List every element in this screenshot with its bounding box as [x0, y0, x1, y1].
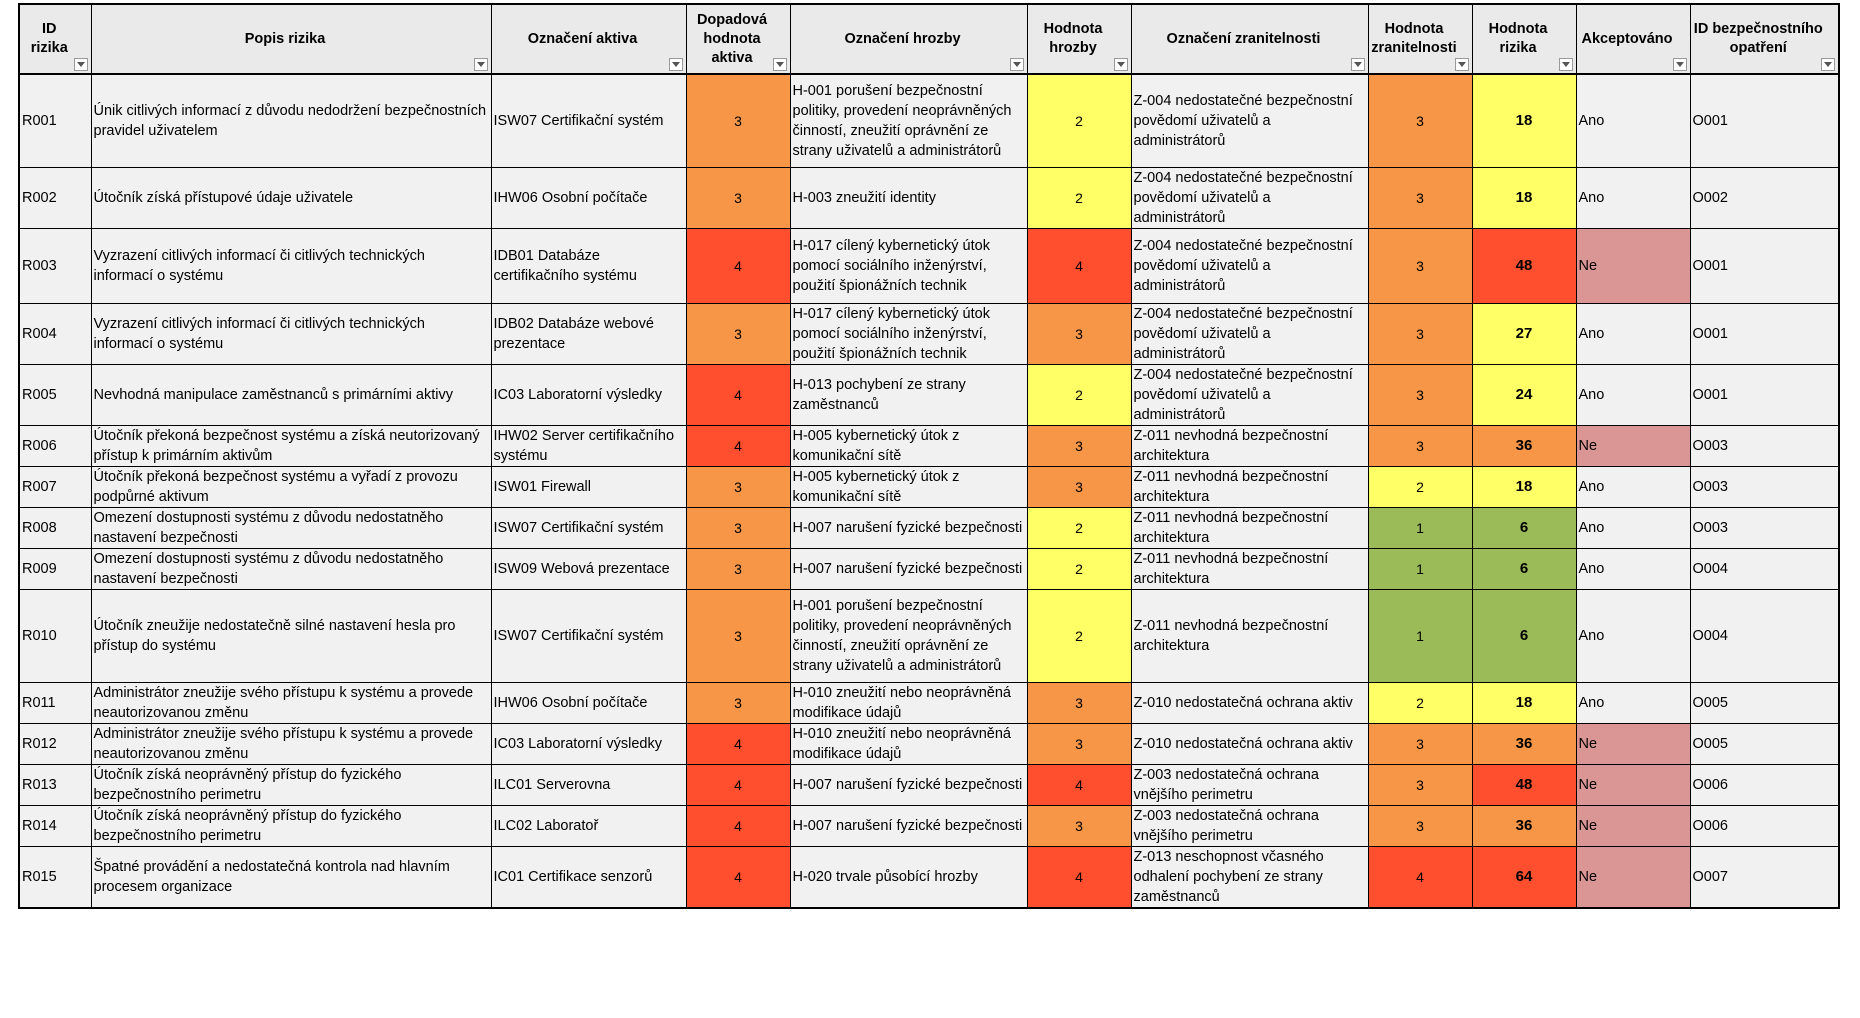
- table-row: [19, 682, 1839, 723]
- column-header-label: Označení zranitelnosti: [1166, 30, 1321, 47]
- cell-oznaceni-aktiva[interactable]: ISW07 Certifikační systém: [491, 589, 686, 682]
- cell-akceptovano[interactable]: Ano: [1576, 548, 1690, 589]
- cell-oznaceni-zranitelnosti[interactable]: Z-011 nevhodná bezpečnostní architektura: [1131, 589, 1368, 682]
- cell-oznaceni-hrozby[interactable]: H-001 porušení bezpečnostní politiky, provedení neoprávněných činností, zneužití oprávnění ze strany uživatelů a administrátorů: [790, 74, 1027, 167]
- cell-id-rizika[interactable]: R002: [19, 167, 91, 228]
- cell-dopadova-hodnota[interactable]: 4: [686, 846, 790, 908]
- cell-id-rizika[interactable]: R001: [19, 74, 91, 167]
- cell-oznaceni-aktiva[interactable]: IDB02 Databáze webové prezentace: [491, 303, 686, 364]
- cell-popis-rizika[interactable]: Špatné provádění a nedostatečná kontrola nad hlavním procesem organizace: [91, 846, 491, 908]
- cell-akceptovano[interactable]: Ano: [1576, 303, 1690, 364]
- cell-oznaceni-aktiva[interactable]: IC03 Laboratorní výsledky: [491, 723, 686, 764]
- cell-oznaceni-hrozby[interactable]: H-005 kybernetický útok z komunikační sítě: [790, 425, 1027, 466]
- dropdown-arrow-icon: [1458, 62, 1466, 67]
- cell-akceptovano[interactable]: Ano: [1576, 466, 1690, 507]
- cell-hodnota-rizika[interactable]: 36: [1472, 723, 1576, 764]
- column-header-akceptovano: [1576, 4, 1690, 74]
- table-row: [19, 764, 1839, 805]
- cell-hodnota-rizika[interactable]: 18: [1472, 74, 1576, 167]
- column-header-label: Označení aktiva: [527, 30, 638, 47]
- cell-hodnota-zranitelnosti[interactable]: 3: [1368, 74, 1472, 167]
- cell-akceptovano[interactable]: Ano: [1576, 167, 1690, 228]
- cell-hodnota-rizika[interactable]: 48: [1472, 764, 1576, 805]
- cell-id-rizika[interactable]: R005: [19, 364, 91, 425]
- cell-hodnota-zranitelnosti[interactable]: 3: [1368, 805, 1472, 846]
- table-row: [19, 723, 1839, 764]
- cell-akceptovano[interactable]: Ano: [1576, 507, 1690, 548]
- cell-popis-rizika[interactable]: Útočník zneužije nedostatečně silné nastavení hesla pro přístup do systému: [91, 589, 491, 682]
- cell-id-rizika[interactable]: R006: [19, 425, 91, 466]
- cell-oznaceni-hrozby[interactable]: H-007 narušení fyzické bezpečnosti: [790, 507, 1027, 548]
- table-row: [19, 364, 1839, 425]
- cell-oznaceni-hrozby[interactable]: H-017 cílený kybernetický útok pomocí sociálního inženýrství, použití špionážních technik: [790, 228, 1027, 303]
- cell-hodnota-hrozby[interactable]: 2: [1027, 589, 1131, 682]
- dropdown-arrow-icon: [1562, 62, 1570, 67]
- cell-hodnota-hrozby[interactable]: 4: [1027, 228, 1131, 303]
- column-header-oznaceni-hrozby: [790, 4, 1027, 74]
- cell-hodnota-rizika[interactable]: 36: [1472, 805, 1576, 846]
- cell-id-rizika[interactable]: R014: [19, 805, 91, 846]
- dropdown-arrow-icon: [672, 62, 680, 67]
- cell-hodnota-rizika[interactable]: 24: [1472, 364, 1576, 425]
- table-row: [19, 228, 1839, 303]
- cell-popis-rizika[interactable]: Administrátor zneužije svého přístupu k systému a provede neautorizovanou změnu: [91, 682, 491, 723]
- cell-id-opatreni[interactable]: O001: [1690, 364, 1839, 425]
- dropdown-arrow-icon: [776, 62, 784, 67]
- cell-hodnota-rizika[interactable]: 64: [1472, 846, 1576, 908]
- cell-dopadova-hodnota[interactable]: 4: [686, 805, 790, 846]
- table-row: [19, 548, 1839, 589]
- table-row: [19, 425, 1839, 466]
- cell-id-opatreni[interactable]: O001: [1690, 228, 1839, 303]
- cell-hodnota-hrozby[interactable]: 2: [1027, 507, 1131, 548]
- column-header-label: Dopadová hodnota aktiva: [696, 11, 768, 66]
- column-header-label: Popis rizika: [244, 30, 326, 47]
- cell-hodnota-zranitelnosti[interactable]: 3: [1368, 764, 1472, 805]
- column-header-label: ID bezpečnostního opatření: [1693, 21, 1823, 56]
- header-row: [19, 4, 1839, 74]
- filter-dropdown-button[interactable]: [474, 58, 488, 71]
- cell-hodnota-zranitelnosti[interactable]: 2: [1368, 466, 1472, 507]
- cell-oznaceni-hrozby[interactable]: H-010 zneužití nebo neoprávněná modifikace údajů: [790, 723, 1027, 764]
- cell-akceptovano[interactable]: Ne: [1576, 846, 1690, 908]
- cell-id-opatreni[interactable]: O004: [1690, 589, 1839, 682]
- cell-oznaceni-zranitelnosti[interactable]: Z-010 nedostatečná ochrana aktiv: [1131, 723, 1368, 764]
- cell-oznaceni-aktiva[interactable]: ISW09 Webová prezentace: [491, 548, 686, 589]
- cell-oznaceni-hrozby[interactable]: H-007 narušení fyzické bezpečnosti: [790, 548, 1027, 589]
- column-header-dopadova-hodnota: [686, 4, 790, 74]
- dropdown-arrow-icon: [1824, 62, 1832, 67]
- cell-oznaceni-aktiva[interactable]: IC01 Certifikace senzorů: [491, 846, 686, 908]
- cell-akceptovano[interactable]: Ne: [1576, 425, 1690, 466]
- column-header-hodnota-zranitelnosti: [1368, 4, 1472, 74]
- cell-akceptovano[interactable]: Ne: [1576, 228, 1690, 303]
- filter-dropdown-button[interactable]: [1010, 58, 1024, 71]
- cell-oznaceni-aktiva[interactable]: IHW06 Osobní počítače: [491, 682, 686, 723]
- cell-id-opatreni[interactable]: O004: [1690, 548, 1839, 589]
- cell-oznaceni-zranitelnosti[interactable]: Z-013 neschopnost včasného odhalení pochybení ze strany zaměstnanců: [1131, 846, 1368, 908]
- cell-id-rizika[interactable]: R015: [19, 846, 91, 908]
- cell-id-opatreni[interactable]: O005: [1690, 723, 1839, 764]
- column-header-oznaceni-zranitelnosti: [1131, 4, 1368, 74]
- cell-id-rizika[interactable]: R008: [19, 507, 91, 548]
- column-header-popis-rizika: [91, 4, 491, 74]
- cell-hodnota-hrozby[interactable]: 3: [1027, 805, 1131, 846]
- filter-dropdown-button[interactable]: [1114, 58, 1128, 71]
- cell-hodnota-zranitelnosti[interactable]: 3: [1368, 303, 1472, 364]
- cell-dopadova-hodnota[interactable]: 3: [686, 548, 790, 589]
- cell-oznaceni-aktiva[interactable]: IHW06 Osobní počítače: [491, 167, 686, 228]
- cell-dopadova-hodnota[interactable]: 4: [686, 764, 790, 805]
- cell-hodnota-rizika[interactable]: 27: [1472, 303, 1576, 364]
- cell-hodnota-rizika[interactable]: 18: [1472, 167, 1576, 228]
- cell-id-rizika[interactable]: R009: [19, 548, 91, 589]
- cell-oznaceni-aktiva[interactable]: ISW07 Certifikační systém: [491, 74, 686, 167]
- cell-oznaceni-aktiva[interactable]: IDB01 Databáze certifikačního systému: [491, 228, 686, 303]
- cell-popis-rizika[interactable]: Útočník překoná bezpečnost systému a získá neutorizovaný přístup k primárním aktivům: [91, 425, 491, 466]
- cell-dopadova-hodnota[interactable]: 4: [686, 228, 790, 303]
- table-row: [19, 74, 1839, 167]
- risk-analysis-table: [18, 3, 1840, 909]
- cell-hodnota-zranitelnosti[interactable]: 3: [1368, 167, 1472, 228]
- cell-id-rizika[interactable]: R013: [19, 764, 91, 805]
- cell-oznaceni-zranitelnosti[interactable]: Z-004 nedostatečné bezpečnostní povědomí uživatelů a administrátorů: [1131, 74, 1368, 167]
- cell-dopadova-hodnota[interactable]: 4: [686, 364, 790, 425]
- cell-id-rizika[interactable]: R010: [19, 589, 91, 682]
- cell-oznaceni-aktiva[interactable]: ILC01 Serverovna: [491, 764, 686, 805]
- cell-id-rizika[interactable]: R012: [19, 723, 91, 764]
- cell-dopadova-hodnota[interactable]: 4: [686, 723, 790, 764]
- filter-dropdown-button[interactable]: [1351, 58, 1365, 71]
- column-header-label: Hodnota rizika: [1488, 21, 1548, 56]
- cell-hodnota-hrozby[interactable]: 2: [1027, 364, 1131, 425]
- column-header-hodnota-rizika: [1472, 4, 1576, 74]
- cell-hodnota-rizika[interactable]: 48: [1472, 228, 1576, 303]
- cell-oznaceni-hrozby[interactable]: H-007 narušení fyzické bezpečnosti: [790, 805, 1027, 846]
- cell-oznaceni-hrozby[interactable]: H-017 cílený kybernetický útok pomocí sociálního inženýrství, použití špionážních technik: [790, 303, 1027, 364]
- cell-akceptovano[interactable]: Ne: [1576, 723, 1690, 764]
- table-row: [19, 507, 1839, 548]
- cell-id-opatreni[interactable]: O001: [1690, 303, 1839, 364]
- cell-hodnota-zranitelnosti[interactable]: 3: [1368, 723, 1472, 764]
- cell-dopadova-hodnota[interactable]: 4: [686, 425, 790, 466]
- cell-id-opatreni[interactable]: O003: [1690, 466, 1839, 507]
- filter-dropdown-button[interactable]: [773, 58, 787, 71]
- cell-popis-rizika[interactable]: Únik citlivých informací z důvodu nedodržení bezpečnostních pravidel uživatelem: [91, 74, 491, 167]
- cell-oznaceni-aktiva[interactable]: ILC02 Laboratoř: [491, 805, 686, 846]
- cell-hodnota-rizika[interactable]: 18: [1472, 466, 1576, 507]
- cell-popis-rizika[interactable]: Omezení dostupnosti systému z důvodu nedostatněho nastavení bezpečnosti: [91, 548, 491, 589]
- cell-oznaceni-zranitelnosti[interactable]: Z-004 nedostatečné bezpečnostní povědomí uživatelů a administrátorů: [1131, 303, 1368, 364]
- cell-oznaceni-hrozby[interactable]: H-003 zneužití identity: [790, 167, 1027, 228]
- cell-oznaceni-hrozby[interactable]: H-005 kybernetický útok z komunikační sítě: [790, 466, 1027, 507]
- cell-oznaceni-zranitelnosti[interactable]: Z-004 nedostatečné bezpečnostní povědomí uživatelů a administrátorů: [1131, 167, 1368, 228]
- column-header-oznaceni-aktiva: [491, 4, 686, 74]
- cell-akceptovano[interactable]: Ano: [1576, 589, 1690, 682]
- cell-hodnota-zranitelnosti[interactable]: 1: [1368, 507, 1472, 548]
- cell-oznaceni-aktiva[interactable]: ISW01 Firewall: [491, 466, 686, 507]
- dropdown-arrow-icon: [1354, 62, 1362, 67]
- cell-hodnota-zranitelnosti[interactable]: 1: [1368, 589, 1472, 682]
- cell-hodnota-hrozby[interactable]: 3: [1027, 723, 1131, 764]
- filter-dropdown-button[interactable]: [1821, 58, 1835, 71]
- cell-hodnota-zranitelnosti[interactable]: 4: [1368, 846, 1472, 908]
- cell-akceptovano[interactable]: Ano: [1576, 682, 1690, 723]
- cell-id-rizika[interactable]: R011: [19, 682, 91, 723]
- cell-id-opatreni[interactable]: O005: [1690, 682, 1839, 723]
- cell-dopadova-hodnota[interactable]: 3: [686, 589, 790, 682]
- cell-popis-rizika[interactable]: Útočník získá přístupové údaje uživatele: [91, 167, 491, 228]
- cell-dopadova-hodnota[interactable]: 3: [686, 466, 790, 507]
- cell-hodnota-zranitelnosti[interactable]: 3: [1368, 228, 1472, 303]
- column-header-label: ID rizika: [30, 21, 68, 56]
- dropdown-arrow-icon: [77, 62, 85, 67]
- cell-id-rizika[interactable]: R007: [19, 466, 91, 507]
- cell-id-opatreni[interactable]: O006: [1690, 805, 1839, 846]
- column-header-label: Akceptováno: [1581, 30, 1673, 47]
- dropdown-arrow-icon: [1117, 62, 1125, 67]
- cell-dopadova-hodnota[interactable]: 3: [686, 682, 790, 723]
- cell-oznaceni-zranitelnosti[interactable]: Z-004 nedostatečné bezpečnostní povědomí uživatelů a administrátorů: [1131, 364, 1368, 425]
- cell-popis-rizika[interactable]: Omezení dostupnosti systému z důvodu nedostatněho nastavení bezpečnosti: [91, 507, 491, 548]
- cell-id-opatreni[interactable]: O003: [1690, 507, 1839, 548]
- filter-dropdown-button[interactable]: [1673, 58, 1687, 71]
- cell-hodnota-rizika[interactable]: 36: [1472, 425, 1576, 466]
- cell-dopadova-hodnota[interactable]: 3: [686, 167, 790, 228]
- dropdown-arrow-icon: [1676, 62, 1684, 67]
- cell-oznaceni-zranitelnosti[interactable]: Z-003 nedostatečná ochrana vnějšího perimetru: [1131, 764, 1368, 805]
- cell-akceptovano[interactable]: Ne: [1576, 764, 1690, 805]
- cell-hodnota-hrozby[interactable]: 3: [1027, 425, 1131, 466]
- cell-hodnota-zranitelnosti[interactable]: 3: [1368, 364, 1472, 425]
- cell-id-opatreni[interactable]: O001: [1690, 74, 1839, 167]
- cell-popis-rizika[interactable]: Útočník získá neoprávněný přístup do fyzického bezpečnostního perimetru: [91, 805, 491, 846]
- column-header-id-opatreni: [1690, 4, 1839, 74]
- cell-oznaceni-hrozby[interactable]: H-001 porušení bezpečnostní politiky, provedení neoprávněných činností, zneužití oprávnění ze strany uživatelů a administrátorů: [790, 589, 1027, 682]
- column-header-label: Hodnota zranitelnosti: [1371, 21, 1457, 56]
- cell-hodnota-zranitelnosti[interactable]: 2: [1368, 682, 1472, 723]
- cell-id-rizika[interactable]: R003: [19, 228, 91, 303]
- table-row: [19, 167, 1839, 228]
- cell-popis-rizika[interactable]: Administrátor zneužije svého přístupu k systému a provede neautorizovanou změnu: [91, 723, 491, 764]
- cell-popis-rizika[interactable]: Vyzrazení citlivých informací či citlivých technických informací o systému: [91, 228, 491, 303]
- cell-oznaceni-aktiva[interactable]: IC03 Laboratorní výsledky: [491, 364, 686, 425]
- cell-id-rizika[interactable]: R004: [19, 303, 91, 364]
- cell-akceptovano[interactable]: Ano: [1576, 364, 1690, 425]
- column-header-label: Hodnota hrozby: [1043, 21, 1103, 56]
- cell-hodnota-hrozby[interactable]: 2: [1027, 74, 1131, 167]
- filter-dropdown-button[interactable]: [1559, 58, 1573, 71]
- table-row: [19, 303, 1839, 364]
- cell-hodnota-rizika[interactable]: 6: [1472, 548, 1576, 589]
- cell-hodnota-hrozby[interactable]: 3: [1027, 466, 1131, 507]
- cell-hodnota-hrozby[interactable]: 3: [1027, 682, 1131, 723]
- cell-oznaceni-zranitelnosti[interactable]: Z-011 nevhodná bezpečnostní architektura: [1131, 507, 1368, 548]
- cell-oznaceni-hrozby[interactable]: H-020 trvale působící hrozby: [790, 846, 1027, 908]
- table-row: [19, 466, 1839, 507]
- cell-popis-rizika[interactable]: Nevhodná manipulace zaměstnanců s primárními aktivy: [91, 364, 491, 425]
- cell-hodnota-rizika[interactable]: 18: [1472, 682, 1576, 723]
- cell-oznaceni-zranitelnosti[interactable]: Z-011 nevhodná bezpečnostní architektura: [1131, 548, 1368, 589]
- filter-dropdown-button[interactable]: [1455, 58, 1469, 71]
- cell-akceptovano[interactable]: Ano: [1576, 74, 1690, 167]
- cell-id-opatreni[interactable]: O002: [1690, 167, 1839, 228]
- cell-hodnota-rizika[interactable]: 6: [1472, 589, 1576, 682]
- cell-dopadova-hodnota[interactable]: 3: [686, 74, 790, 167]
- filter-dropdown-button[interactable]: [74, 58, 88, 71]
- cell-popis-rizika[interactable]: Útočník překoná bezpečnost systému a vyřadí z provozu podpůrné aktivum: [91, 466, 491, 507]
- cell-oznaceni-aktiva[interactable]: IHW02 Server certifikačního systému: [491, 425, 686, 466]
- cell-oznaceni-zranitelnosti[interactable]: Z-010 nedostatečná ochrana aktiv: [1131, 682, 1368, 723]
- cell-oznaceni-zranitelnosti[interactable]: Z-003 nedostatečná ochrana vnějšího perimetru: [1131, 805, 1368, 846]
- cell-hodnota-hrozby[interactable]: 2: [1027, 167, 1131, 228]
- cell-id-opatreni[interactable]: O007: [1690, 846, 1839, 908]
- table-row: [19, 589, 1839, 682]
- cell-hodnota-rizika[interactable]: 6: [1472, 507, 1576, 548]
- table-body: [19, 74, 1839, 908]
- column-header-id-rizika: [19, 4, 91, 74]
- risk-table-container: [18, 3, 1840, 909]
- filter-dropdown-button[interactable]: [669, 58, 683, 71]
- cell-id-opatreni[interactable]: O003: [1690, 425, 1839, 466]
- cell-hodnota-hrozby[interactable]: 3: [1027, 303, 1131, 364]
- cell-popis-rizika[interactable]: Útočník získá neoprávněný přístup do fyzického bezpečnostního perimetru: [91, 764, 491, 805]
- cell-popis-rizika[interactable]: Vyzrazení citlivých informací či citlivých technických informací o systému: [91, 303, 491, 364]
- cell-hodnota-hrozby[interactable]: 4: [1027, 764, 1131, 805]
- cell-oznaceni-aktiva[interactable]: ISW07 Certifikační systém: [491, 507, 686, 548]
- table-row: [19, 846, 1839, 908]
- cell-oznaceni-zranitelnosti[interactable]: Z-004 nedostatečné bezpečnostní povědomí uživatelů a administrátorů: [1131, 228, 1368, 303]
- cell-hodnota-hrozby[interactable]: 4: [1027, 846, 1131, 908]
- dropdown-arrow-icon: [1013, 62, 1021, 67]
- cell-hodnota-zranitelnosti[interactable]: 1: [1368, 548, 1472, 589]
- cell-dopadova-hodnota[interactable]: 3: [686, 303, 790, 364]
- cell-hodnota-zranitelnosti[interactable]: 3: [1368, 425, 1472, 466]
- cell-hodnota-hrozby[interactable]: 2: [1027, 548, 1131, 589]
- cell-oznaceni-hrozby[interactable]: H-013 pochybení ze strany zaměstnanců: [790, 364, 1027, 425]
- cell-oznaceni-zranitelnosti[interactable]: Z-011 nevhodná bezpečnostní architektura: [1131, 425, 1368, 466]
- table-row: [19, 805, 1839, 846]
- cell-dopadova-hodnota[interactable]: 3: [686, 507, 790, 548]
- cell-oznaceni-zranitelnosti[interactable]: Z-011 nevhodná bezpečnostní architektura: [1131, 466, 1368, 507]
- cell-oznaceni-hrozby[interactable]: H-007 narušení fyzické bezpečnosti: [790, 764, 1027, 805]
- column-header-label: Označení hrozby: [844, 30, 961, 47]
- dropdown-arrow-icon: [477, 62, 485, 67]
- cell-oznaceni-hrozby[interactable]: H-010 zneužití nebo neoprávněná modifikace údajů: [790, 682, 1027, 723]
- column-header-hodnota-hrozby: [1027, 4, 1131, 74]
- cell-id-opatreni[interactable]: O006: [1690, 764, 1839, 805]
- cell-akceptovano[interactable]: Ne: [1576, 805, 1690, 846]
